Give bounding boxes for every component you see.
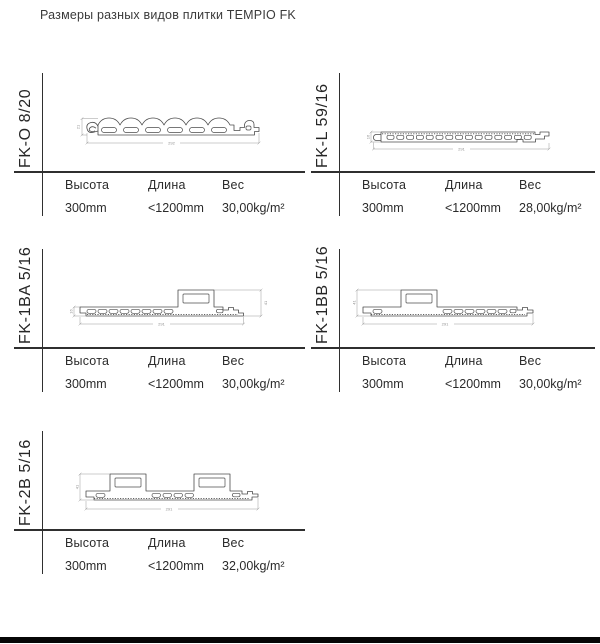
spec-length bbox=[445, 178, 501, 215]
spec-height bbox=[362, 178, 406, 215]
spec-height bbox=[65, 354, 109, 391]
spec-height bbox=[65, 178, 109, 215]
panel-vertical-rule bbox=[42, 249, 43, 392]
panel-label: FK-L 59/16 bbox=[314, 83, 331, 168]
spec-value-weight: 30,00kg/m² bbox=[519, 377, 582, 391]
spec-value-length: <1200mm bbox=[445, 201, 501, 215]
panel-fk-l-59-16 bbox=[311, 66, 595, 226]
spec-value-height: 300mm bbox=[65, 201, 107, 215]
spec-value-weight: 30,00kg/m² bbox=[222, 377, 285, 391]
panel-fk-o-8-20 bbox=[14, 66, 305, 226]
spec-length bbox=[148, 354, 204, 391]
spec-header-length: Длина bbox=[148, 536, 186, 550]
spec-value-weight: 28,00kg/m² bbox=[519, 201, 582, 215]
spec-length bbox=[148, 178, 204, 215]
spec-value-length: <1200mm bbox=[445, 377, 501, 391]
panel-vertical-rule bbox=[42, 73, 43, 216]
spec-weight bbox=[222, 354, 285, 391]
profile-drawing-fk-2b bbox=[72, 466, 277, 516]
panel-label: FK-2B 5/16 bbox=[17, 439, 34, 526]
dimension-label-box-height: 41 bbox=[263, 300, 268, 306]
panel-horizontal-rule bbox=[14, 529, 305, 531]
spec-weight bbox=[222, 178, 285, 215]
spec-value-length: <1200mm bbox=[148, 377, 204, 391]
panel-label: FK-1BA 5/16 bbox=[17, 246, 34, 344]
spec-height bbox=[362, 354, 406, 391]
dimension-label-width: 291 bbox=[158, 321, 165, 327]
spec-value-length: <1200mm bbox=[148, 559, 204, 573]
spec-header-length: Длина bbox=[148, 178, 186, 192]
spec-header-height: Высота bbox=[362, 354, 407, 368]
spec-weight bbox=[222, 536, 285, 573]
spec-height bbox=[65, 536, 109, 573]
spec-value-height: 300mm bbox=[65, 377, 107, 391]
dimension-label-height: 16 bbox=[365, 134, 371, 140]
dimension-label-width: 291 bbox=[165, 506, 173, 512]
spec-weight bbox=[519, 178, 582, 215]
panel-horizontal-rule bbox=[311, 171, 595, 173]
spec-value-height: 300mm bbox=[362, 377, 404, 391]
spec-header-weight: Вес bbox=[222, 536, 245, 550]
profile-drawing-fk-o bbox=[74, 112, 269, 154]
spec-header-height: Высота bbox=[362, 178, 407, 192]
spec-value-weight: 30,00kg/m² bbox=[222, 201, 285, 215]
page-title: Размеры разных видов плитки TEMPIO FK bbox=[40, 8, 296, 22]
spec-header-height: Высота bbox=[65, 354, 110, 368]
spec-length bbox=[445, 354, 501, 391]
profile-drawing-fk-1bb bbox=[349, 282, 554, 330]
spec-header-length: Длина bbox=[445, 178, 483, 192]
profile-drawing-fk-1ba bbox=[66, 282, 271, 330]
dimension-label-height: 21 bbox=[75, 124, 81, 130]
panel-label: FK-O 8/20 bbox=[17, 88, 34, 168]
panel-horizontal-rule bbox=[14, 347, 305, 349]
dimension-label-box-height: 41 bbox=[351, 300, 357, 305]
panel-fk-2b-5-16 bbox=[14, 424, 305, 584]
spec-value-weight: 32,00kg/m² bbox=[222, 559, 285, 573]
spec-weight bbox=[519, 354, 582, 391]
panel-horizontal-rule bbox=[311, 347, 595, 349]
spec-value-length: <1200mm bbox=[148, 201, 204, 215]
panel-fk-1ba-5-16 bbox=[14, 242, 305, 402]
spec-header-weight: Вес bbox=[222, 178, 245, 192]
panel-vertical-rule bbox=[42, 431, 43, 574]
panel-fk-1bb-5-16 bbox=[311, 242, 595, 402]
dimension-label-width: 292 bbox=[168, 140, 175, 146]
spec-length bbox=[148, 536, 204, 573]
spec-header-weight: Вес bbox=[222, 354, 245, 368]
panel-label: FK-1BB 5/16 bbox=[314, 245, 331, 344]
spec-header-length: Длина bbox=[445, 354, 483, 368]
spec-value-height: 300mm bbox=[362, 201, 404, 215]
spec-header-height: Высота bbox=[65, 178, 110, 192]
spec-header-weight: Вес bbox=[519, 354, 542, 368]
panel-vertical-rule bbox=[339, 73, 340, 216]
dimension-label-box-height: 41 bbox=[74, 484, 80, 490]
panel-horizontal-rule bbox=[14, 171, 305, 173]
dimension-label-width: 291 bbox=[441, 321, 449, 327]
spec-header-weight: Вес bbox=[519, 178, 542, 192]
dimension-label-width: 291 bbox=[458, 146, 465, 152]
spec-header-height: Высота bbox=[65, 536, 110, 550]
dimension-label-height: 16 bbox=[68, 309, 74, 314]
spec-header-length: Длина bbox=[148, 354, 186, 368]
profile-drawing-fk-l bbox=[365, 122, 560, 154]
spec-value-height: 300mm bbox=[65, 559, 107, 573]
panel-vertical-rule bbox=[339, 249, 340, 392]
bottom-border-bar bbox=[0, 637, 600, 643]
